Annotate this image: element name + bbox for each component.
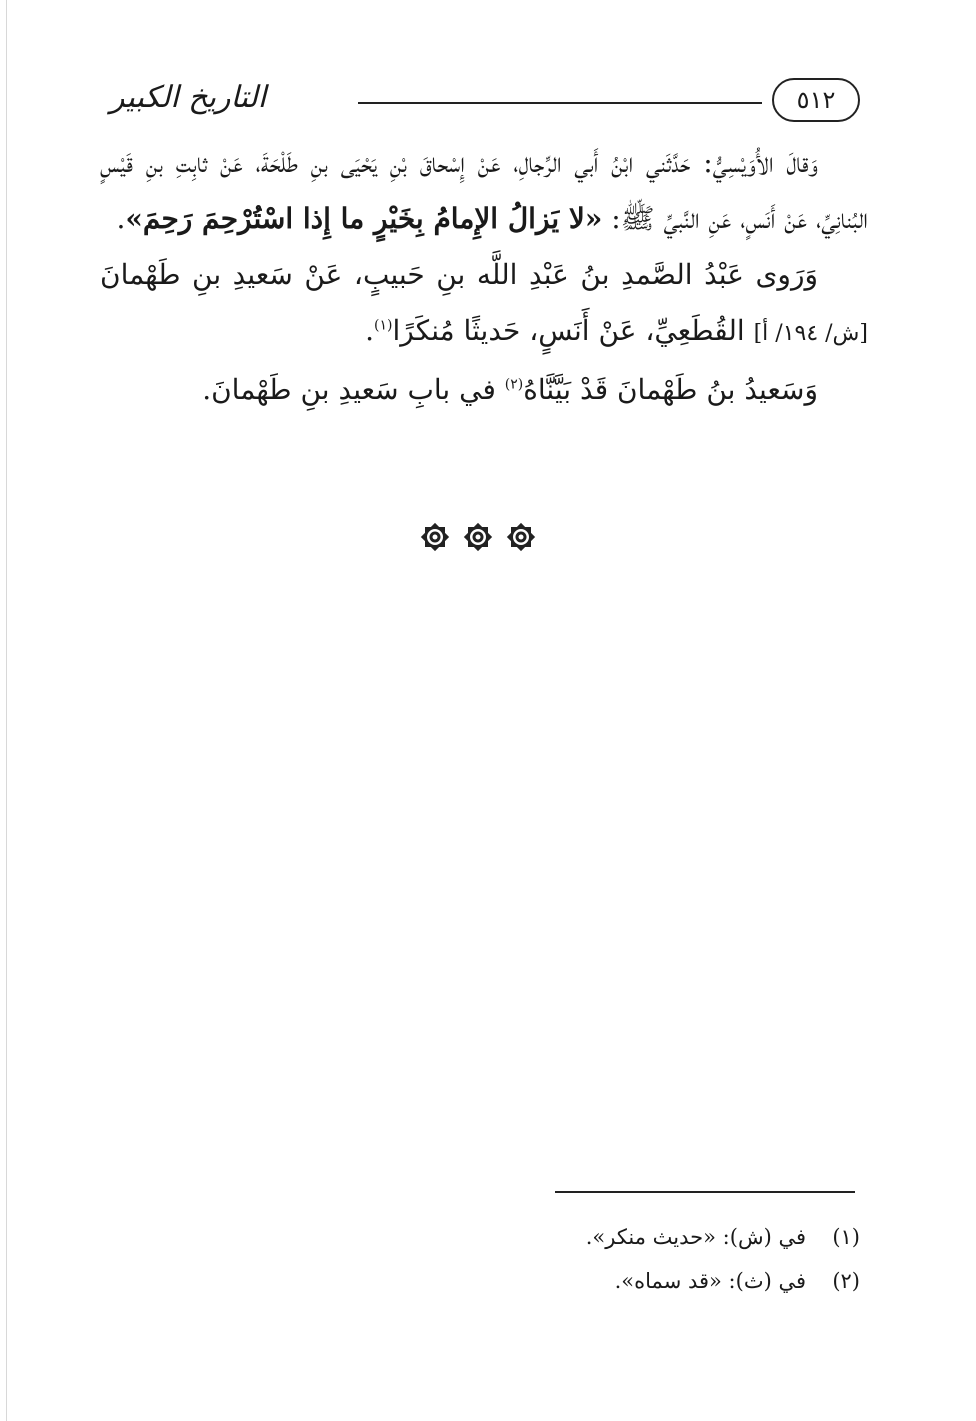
- manuscript-reference: [ش/ ١٩٤/ أ]: [753, 321, 868, 346]
- text-line: وَسَعيدُ بنُ طَهْمانَ قَدْ بَيَّنَّاهُ: [523, 373, 818, 406]
- section-end-ornaments: [418, 520, 538, 556]
- octagonal-star-ornament-icon: [418, 520, 452, 554]
- header-rule: [358, 102, 762, 104]
- paragraph-2: [100, 247, 868, 362]
- running-header: [100, 78, 860, 126]
- paragraph-1: [100, 135, 868, 247]
- footnote-number: (٢): [832, 1269, 860, 1293]
- main-text: [100, 135, 868, 418]
- text-line: القُطَعِيِّ، عَنْ أَنَسٍ، حَديثًا مُنكَرًا: [392, 314, 754, 347]
- book-title: التاريخ الكبير: [110, 80, 267, 115]
- text-line: وَرَوى عَبْدُ الصَّمدِ بنُ عَبْدِ اللَّه بنِ حَبيبٍ، عَنْ سَعيدِ بنِ طَهْمانَ: [100, 258, 818, 291]
- footnote-text: في (ث): «قد سماه».: [614, 1269, 806, 1293]
- text-line: عَنْ ثابِتِ بنِ قَيْسٍ البُنانِيِّ، عَنْ أَنَسٍ، عَنِ النَّبيِّ ﷺ:: [100, 146, 868, 235]
- punctuation: .: [116, 202, 126, 235]
- octagonal-star-ornament-icon: [461, 520, 495, 554]
- paragraph-3: [100, 362, 868, 418]
- footnotes: [500, 1215, 860, 1303]
- text-line: وَقالَ الأُوَيْسِيُّ: حَدَّثَني ابْنُ أَبي الرِّجالِ، عَنْ إِسْحاقَ بْنِ يَحْيَى بنِ طَلْحَةَ،: [255, 146, 818, 179]
- footnote-text: في (ش): «حديث منكر».: [585, 1225, 806, 1249]
- punctuation: .: [365, 314, 375, 347]
- hadith-quote: «لا يَزالُ الإِمامُ بِخَيْرٍ ما إِذا اسْتُرْحِمَ رَحِمَ»: [125, 202, 603, 235]
- footnote-separator: [555, 1191, 855, 1193]
- footnote-marker: (١): [374, 317, 393, 334]
- footnote-item: [500, 1259, 860, 1303]
- footnote-marker: (٢): [504, 376, 524, 393]
- footnote-number: (١): [832, 1225, 860, 1249]
- footnote-item: [500, 1215, 860, 1259]
- page-number: ٥١٢: [772, 78, 860, 122]
- text-line: في بابِ سَعيدِ بنِ طَهْمانَ.: [202, 373, 505, 406]
- page-edge-line: [6, 0, 7, 1421]
- octagonal-star-ornament-icon: [504, 520, 538, 554]
